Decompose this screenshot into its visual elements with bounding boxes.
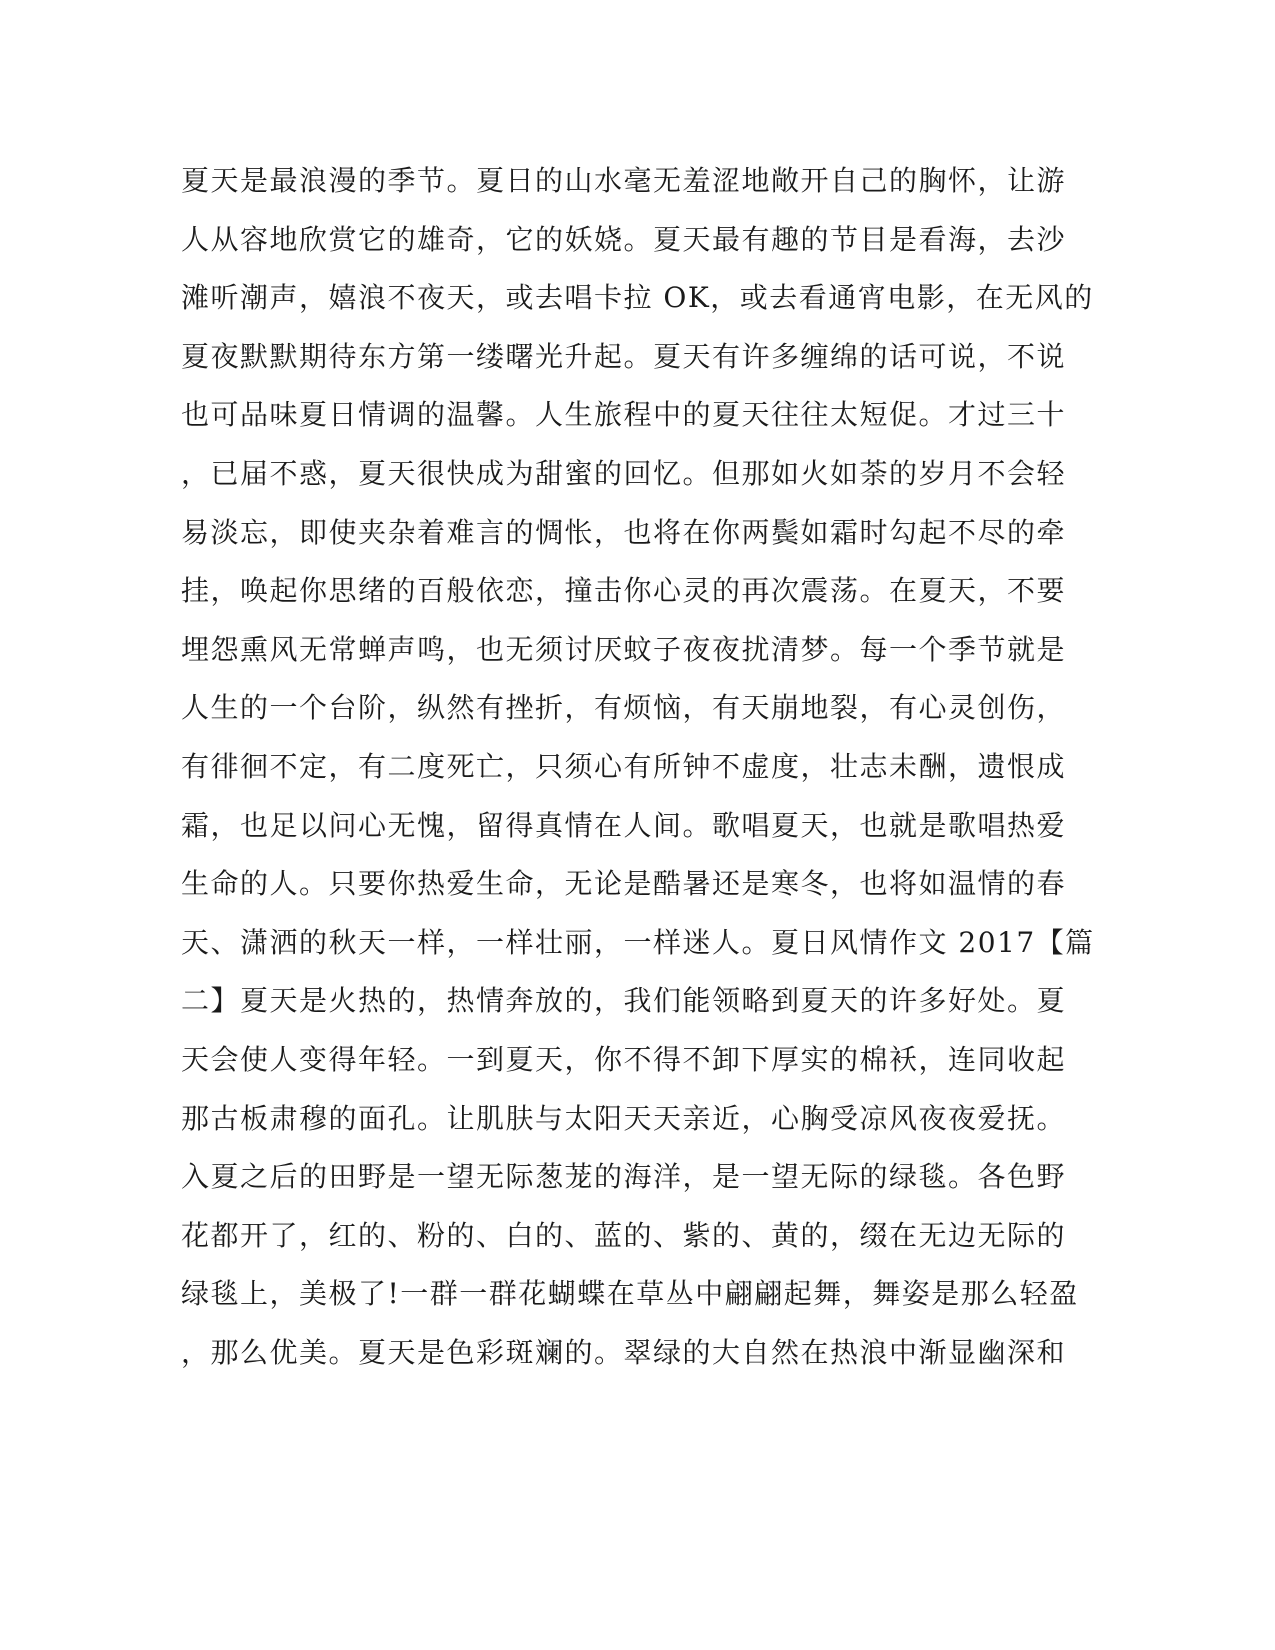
text-line: 夏夜默默期待东方第一缕曙光升起。夏天有许多缠绵的话可说，不说 <box>181 339 1067 373</box>
text-line: 埋怨熏风无常蝉声鸣，也无须讨厌蚊子夜夜扰清梦。每一个季节就是 <box>181 632 1067 666</box>
text-line: 易淡忘，即使夹杂着难言的惆怅，也将在你两鬓如霜时勾起不尽的牵 <box>181 515 1067 549</box>
text-line: 也可品味夏日情调的温馨。人生旅程中的夏天往往太短促。才过三十 <box>181 398 1067 432</box>
text-line: 有徘徊不定，有二度死亡，只须心有所钟不虚度，壮志未酬，遗恨成 <box>181 749 1067 783</box>
text-line: 人从容地欣赏它的雄奇，它的妖娆。夏天最有趣的节目是看海，去沙 <box>181 222 1067 256</box>
text-line: 天、潇洒的秋天一样，一样壮丽，一样迷人。夏日风情作文 2017【篇 <box>181 925 1095 959</box>
text-line: 霜，也足以问心无愧，留得真情在人间。歌唱夏天，也就是歌唱热爱 <box>181 808 1067 842</box>
text-line: 天会使人变得年轻。一到夏天，你不得不卸下厚实的棉袄，连同收起 <box>181 1042 1067 1076</box>
text-line: 人生的一个台阶，纵然有挫折，有烦恼，有天崩地裂，有心灵创伤， <box>181 691 1067 725</box>
text-line: 花都开了，红的、粉的、白的、蓝的、紫的、黄的，缀在无边无际的 <box>181 1218 1067 1252</box>
text-line: 二】夏天是火热的，热情奔放的，我们能领略到夏天的许多好处。夏 <box>181 984 1067 1018</box>
text-line: 生命的人。只要你热爱生命，无论是酷暑还是寒冬，也将如温情的春 <box>181 867 1067 901</box>
text-line: 那古板肃穆的面孔。让肌肤与太阳天天亲近，心胸受凉风夜夜爱抚。 <box>181 1101 1067 1135</box>
text-line: 入夏之后的田野是一望无际葱茏的海洋，是一望无际的绿毯。各色野 <box>181 1160 1067 1194</box>
text-line: 挂，唤起你思绪的百般依恋，撞击你心灵的再次震荡。在夏天，不要 <box>181 574 1067 608</box>
text-line: ，已届不惑，夏天很快成为甜蜜的回忆。但那如火如荼的岁月不会轻 <box>181 456 1067 490</box>
text-line: 夏天是最浪漫的季节。夏日的山水毫无羞涩地敞开自己的胸怀，让游 <box>181 164 1067 197</box>
text-line: 绿毯上，美极了!一群一群花蝴蝶在草丛中翩翩起舞，舞姿是那么轻盈 <box>181 1277 1079 1311</box>
text-line: 滩听潮声，嬉浪不夜天，或去唱卡拉 OK，或去看通宵电影，在无风的 <box>181 281 1094 315</box>
text-line: ，那么优美。夏天是色彩斑斓的。翠绿的大自然在热浪中渐显幽深和 <box>181 1335 1067 1369</box>
body-text <box>181 158 1095 1388</box>
